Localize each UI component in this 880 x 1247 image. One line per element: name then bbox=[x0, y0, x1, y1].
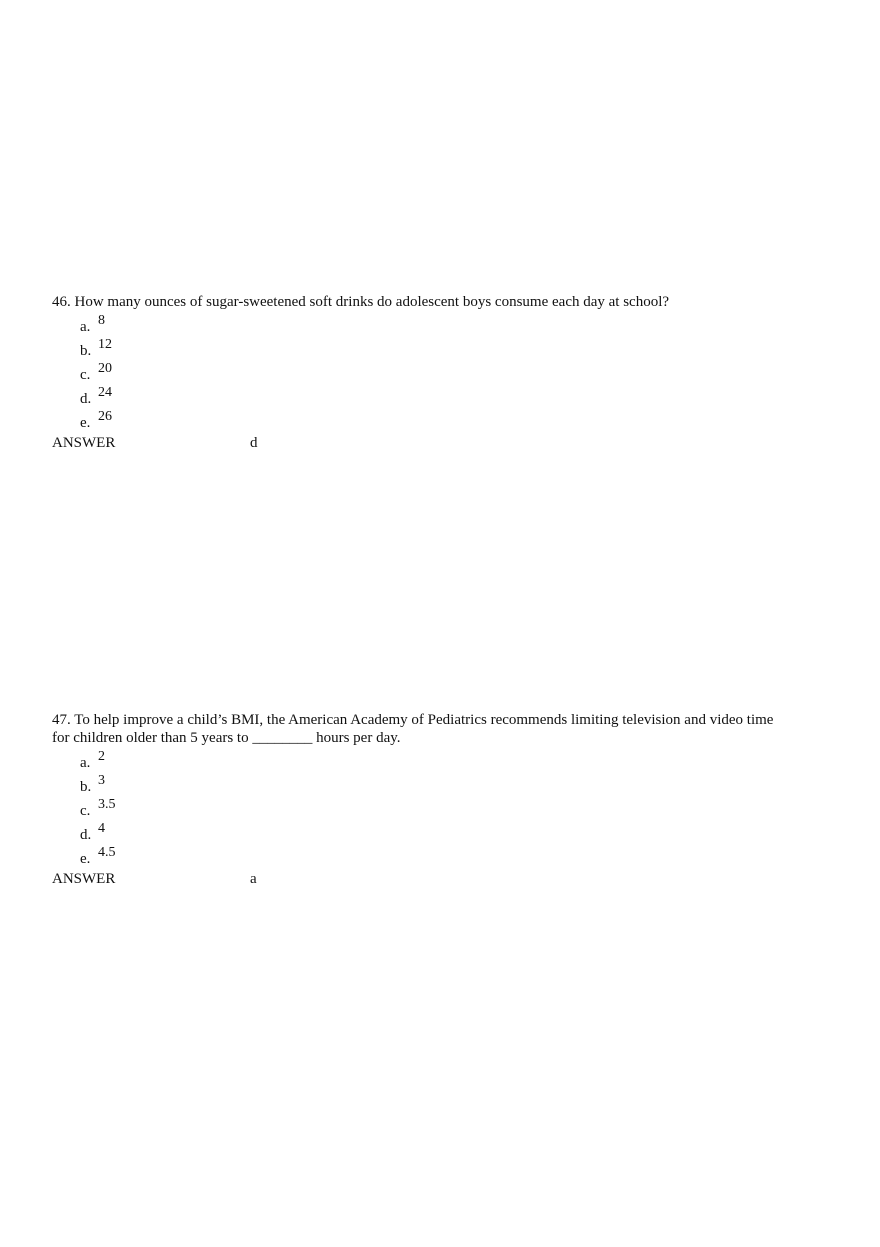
question-stem bbox=[52, 293, 842, 311]
option-c bbox=[52, 797, 842, 821]
option-text: 4.5 bbox=[98, 845, 116, 860]
option-list bbox=[52, 749, 842, 869]
option-letter: b. bbox=[80, 779, 92, 795]
answer-row bbox=[52, 869, 842, 891]
question-number: 46. bbox=[52, 294, 71, 310]
option-a bbox=[52, 313, 842, 337]
option-letter: a. bbox=[80, 319, 91, 335]
option-text: 2 bbox=[98, 749, 105, 764]
option-letter: d. bbox=[80, 827, 92, 843]
question-text-line-2: for children older than 5 years to ________ hours per day. bbox=[52, 730, 401, 746]
option-text: 4 bbox=[98, 821, 105, 836]
question-number: 47. bbox=[52, 712, 71, 728]
option-letter: e. bbox=[80, 415, 91, 431]
option-text: 12 bbox=[98, 337, 112, 352]
option-letter: d. bbox=[80, 391, 92, 407]
option-text: 20 bbox=[98, 361, 112, 376]
option-e bbox=[52, 409, 842, 433]
option-letter: c. bbox=[80, 367, 91, 383]
option-letter: a. bbox=[80, 755, 91, 771]
option-a bbox=[52, 749, 842, 773]
option-text: 8 bbox=[98, 313, 105, 328]
option-text: 3 bbox=[98, 773, 105, 788]
option-b bbox=[52, 337, 842, 361]
option-b bbox=[52, 773, 842, 797]
option-letter: b. bbox=[80, 343, 92, 359]
option-c bbox=[52, 361, 842, 385]
question-text-line-1: To help improve a child’s BMI, the American Academy of Pediatrics recommends limiting television and video time bbox=[74, 712, 774, 728]
option-e bbox=[52, 845, 842, 869]
answer-label: ANSWER bbox=[52, 435, 116, 451]
question-text: How many ounces of sugar-sweetened soft drinks do adolescent boys consume each day at school? bbox=[74, 294, 670, 310]
option-letter: c. bbox=[80, 803, 91, 819]
answer-row bbox=[52, 433, 842, 455]
option-d bbox=[52, 385, 842, 409]
option-text: 3.5 bbox=[98, 797, 116, 812]
answer-value: a bbox=[250, 871, 257, 887]
answer-value: d bbox=[250, 435, 258, 451]
question-46 bbox=[52, 293, 842, 455]
option-letter: e. bbox=[80, 851, 91, 867]
question-47 bbox=[52, 711, 842, 891]
option-d bbox=[52, 821, 842, 845]
question-stem bbox=[52, 711, 842, 747]
option-text: 24 bbox=[98, 385, 112, 400]
answer-label: ANSWER bbox=[52, 871, 116, 887]
option-text: 26 bbox=[98, 409, 112, 424]
option-list bbox=[52, 313, 842, 433]
